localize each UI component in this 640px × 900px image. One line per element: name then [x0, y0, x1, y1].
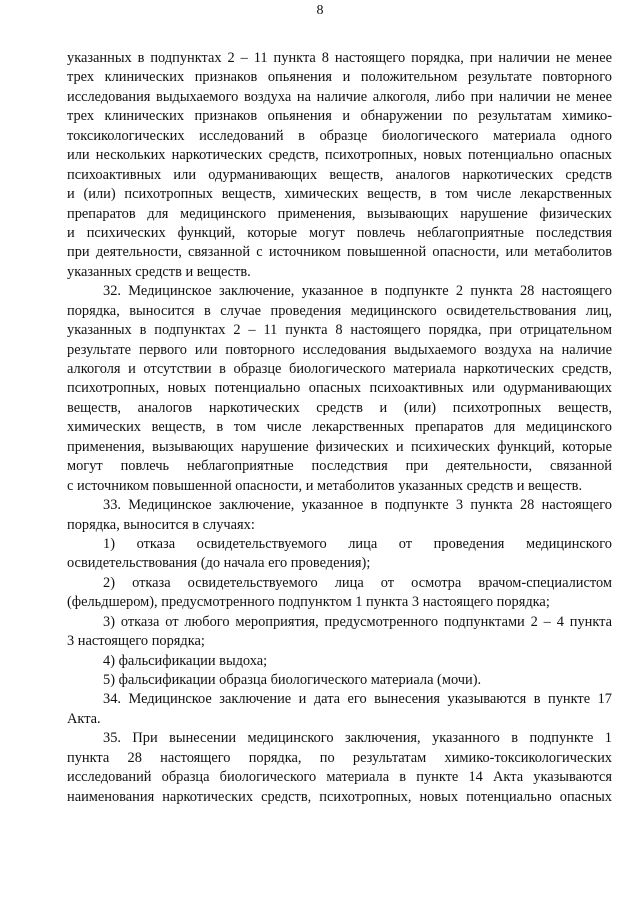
paragraph-33-3 — [67, 613, 612, 652]
paragraph-33 — [67, 496, 612, 535]
text-line: препаратов для медицинского применения, вызывающих нарушение физических — [67, 205, 612, 222]
text-line: 1) отказа освидетельствуемого лица от проведения медицинского — [103, 535, 612, 552]
text-line: исследования выдыхаемого воздуха на наличие алкоголя, либо при наличии не менее — [67, 88, 612, 105]
text-line: токсикологических исследований в образце биологического материала одного — [67, 127, 612, 144]
text-line: могут повлечь неблагоприятные последствия при деятельности, связанной — [67, 458, 612, 475]
text-line: 3 настоящего порядка; — [67, 633, 205, 650]
text-line: 3) отказа от любого мероприятия, предусмотренного подпунктами 2 – 4 пункта — [103, 613, 612, 630]
paragraph-continuation — [67, 49, 612, 282]
text-line: применения, вызывающих нарушение физических и психических функций, которые — [67, 438, 612, 455]
paragraph-33-1 — [67, 535, 612, 574]
document-body — [67, 49, 612, 807]
text-line: алкоголя и отсутствии в образце биологического материала наркотических средств, — [67, 361, 612, 377]
paragraph-32 — [67, 282, 612, 496]
text-line: 34. Медицинское заключение и дата его вынесения указываются в пункте 17 — [103, 691, 612, 708]
paragraph-33-2 — [67, 574, 612, 613]
text-line: результате первого или повторного исследования выдыхаемого воздуха на наличие — [67, 341, 612, 358]
text-line: с источником повышенной опасности, и метаболитов указанных средств и веществ. — [67, 477, 583, 494]
text-line: 5) фальсификации образца биологического материала (мочи). — [103, 672, 482, 688]
text-line: веществ, аналогов наркотических средств и (или) психотропных веществ, — [67, 399, 612, 416]
text-line: 33. Медицинское заключение, указанное в подпункте 3 пункта 28 настоящего — [103, 497, 612, 514]
text-line: 35. При вынесении медицинского заключения, указанного в подпункте 1 — [103, 730, 612, 747]
text-line: 2) отказа освидетельствуемого лица от осмотра врачом-специалистом — [103, 574, 612, 591]
text-line: или нескольких наркотических средств, психотропных, новых потенциально опасных — [67, 147, 612, 164]
text-line: указанных в подпунктах 2 – 11 пункта 8 настоящего порядка, при наличии не менее — [67, 50, 612, 66]
text-line: и (или) психотропных веществ, химических веществ, в том числе лекарственных — [67, 186, 612, 203]
text-line: психотропных, новых потенциально опасных психоактивных или одурманивающих — [67, 380, 612, 397]
text-line: порядка, выносится в случае проведения медицинского освидетельствования лиц, — [67, 302, 612, 319]
text-line: 4) фальсификации выдоха; — [103, 652, 268, 669]
text-line: (фельдшером), предусмотренного подпунктом 1 пункта 3 настоящего порядка; — [67, 594, 550, 611]
paragraph-33-5 — [67, 671, 612, 690]
text-line: освидетельствования (до начала его проведения); — [67, 555, 371, 572]
text-line: указанных средств и веществ. — [67, 263, 251, 280]
text-line: 32. Медицинское заключение, указанное в подпункте 2 пункта 28 настоящего — [103, 283, 612, 300]
paragraph-35 — [67, 729, 612, 807]
text-line: исследований образца биологического материала в пункте 14 Акта указываются — [67, 769, 612, 786]
paragraph-33-4 — [67, 652, 612, 671]
text-line: наименования наркотических средств, психотропных, новых потенциально опасных — [67, 788, 612, 805]
text-line: трех клинических признаков опьянения и обнаружении по результатам химико- — [67, 108, 612, 125]
text-line: психоактивных или одурманивающих веществ, аналогов наркотических средств — [67, 166, 612, 183]
text-line: порядка, выносится в случаях: — [67, 516, 255, 533]
page-number: 8 — [316, 3, 324, 18]
text-line: и психических функций, которые могут повлечь неблагоприятные последствия — [67, 224, 612, 241]
paragraph-34 — [67, 690, 612, 729]
text-line: химических веществ, в том числе лекарственных препаратов для медицинского — [67, 419, 612, 436]
text-line: при деятельности, связанной с источником повышенной опасности, или метаболитов — [67, 244, 612, 261]
text-line: трех клинических признаков опьянения и положительном результате повторного — [67, 69, 612, 86]
text-line: пункта 28 настоящего порядка, по результатам химико-токсикологических — [67, 749, 612, 766]
text-line: указанных в подпунктах 2 – 11 пункта 8 настоящего порядка, при отрицательном — [67, 322, 612, 339]
text-line: Акта. — [67, 710, 101, 727]
